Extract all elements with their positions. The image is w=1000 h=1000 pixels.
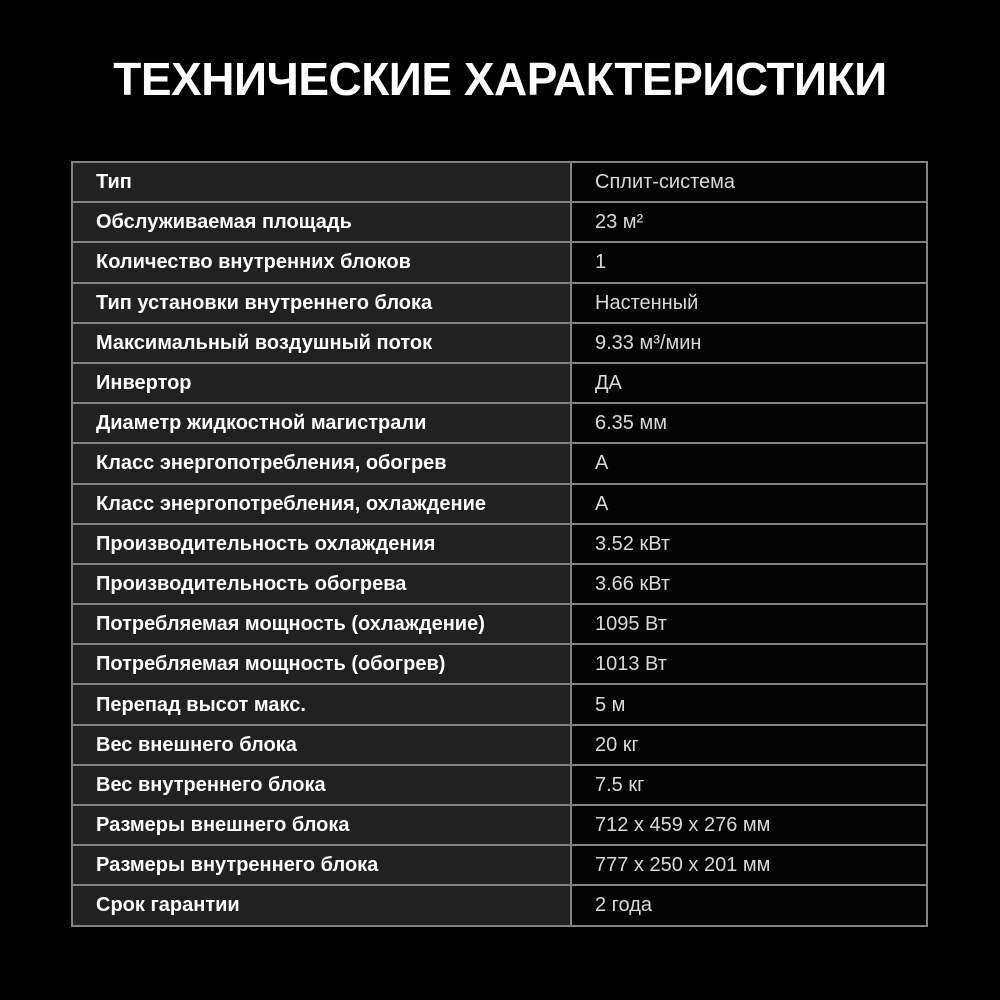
spec-label: Максимальный воздушный поток xyxy=(72,323,571,363)
table-row xyxy=(72,283,927,323)
table-row xyxy=(72,524,927,564)
spec-value: 1013 Вт xyxy=(571,644,927,684)
spec-value: Настенный xyxy=(571,283,927,323)
spec-label: Тип установки внутреннего блока xyxy=(72,283,571,323)
spec-label: Тип xyxy=(72,162,571,202)
spec-value: 777 x 250 x 201 мм xyxy=(571,845,927,885)
spec-value: 9.33 м³/мин xyxy=(571,323,927,363)
spec-label: Размеры внутреннего блока xyxy=(72,845,571,885)
spec-label: Производительность охлаждения xyxy=(72,524,571,564)
spec-value: Сплит-система xyxy=(571,162,927,202)
spec-table-body xyxy=(72,162,927,926)
spec-value: 6.35 мм xyxy=(571,403,927,443)
spec-label: Диаметр жидкостной магистрали xyxy=(72,403,571,443)
table-row xyxy=(72,403,927,443)
spec-label: Вес внутреннего блока xyxy=(72,765,571,805)
table-row xyxy=(72,443,927,483)
spec-label: Потребляемая мощность (охлаждение) xyxy=(72,604,571,644)
spec-value: ДА xyxy=(571,363,927,403)
spec-label: Класс энергопотребления, обогрев xyxy=(72,443,571,483)
spec-value: 1095 Вт xyxy=(571,604,927,644)
table-row xyxy=(72,242,927,282)
spec-label: Количество внутренних блоков xyxy=(72,242,571,282)
spec-value: 712 x 459 x 276 мм xyxy=(571,805,927,845)
table-row xyxy=(72,484,927,524)
spec-label: Перепад высот макс. xyxy=(72,684,571,724)
table-row xyxy=(72,684,927,724)
table-row xyxy=(72,323,927,363)
spec-label: Производительность обогрева xyxy=(72,564,571,604)
spec-value: 3.66 кВт xyxy=(571,564,927,604)
spec-value: A xyxy=(571,443,927,483)
table-row xyxy=(72,845,927,885)
table-row xyxy=(72,644,927,684)
spec-label: Обслуживаемая площадь xyxy=(72,202,571,242)
spec-label: Срок гарантии xyxy=(72,885,571,925)
table-row xyxy=(72,604,927,644)
spec-label: Размеры внешнего блока xyxy=(72,805,571,845)
spec-label: Потребляемая мощность (обогрев) xyxy=(72,644,571,684)
spec-value: 7.5 кг xyxy=(571,765,927,805)
spec-value: A xyxy=(571,484,927,524)
table-row xyxy=(72,564,927,604)
spec-value: 20 кг xyxy=(571,725,927,765)
spec-value: 1 xyxy=(571,242,927,282)
spec-value: 2 года xyxy=(571,885,927,925)
spec-value: 23 м² xyxy=(571,202,927,242)
table-row xyxy=(72,363,927,403)
spec-label: Класс энергопотребления, охлаждение xyxy=(72,484,571,524)
table-row xyxy=(72,162,927,202)
spec-value: 3.52 кВт xyxy=(571,524,927,564)
table-row xyxy=(72,202,927,242)
table-row xyxy=(72,725,927,765)
table-row xyxy=(72,805,927,845)
table-row xyxy=(72,885,927,925)
spec-value: 5 м xyxy=(571,684,927,724)
spec-table xyxy=(71,161,928,927)
table-row xyxy=(72,765,927,805)
spec-label: Вес внешнего блока xyxy=(72,725,571,765)
page-title: ТЕХНИЧЕСКИЕ ХАРАКТЕРИСТИКИ xyxy=(113,53,887,105)
spec-label: Инвертор xyxy=(72,363,571,403)
